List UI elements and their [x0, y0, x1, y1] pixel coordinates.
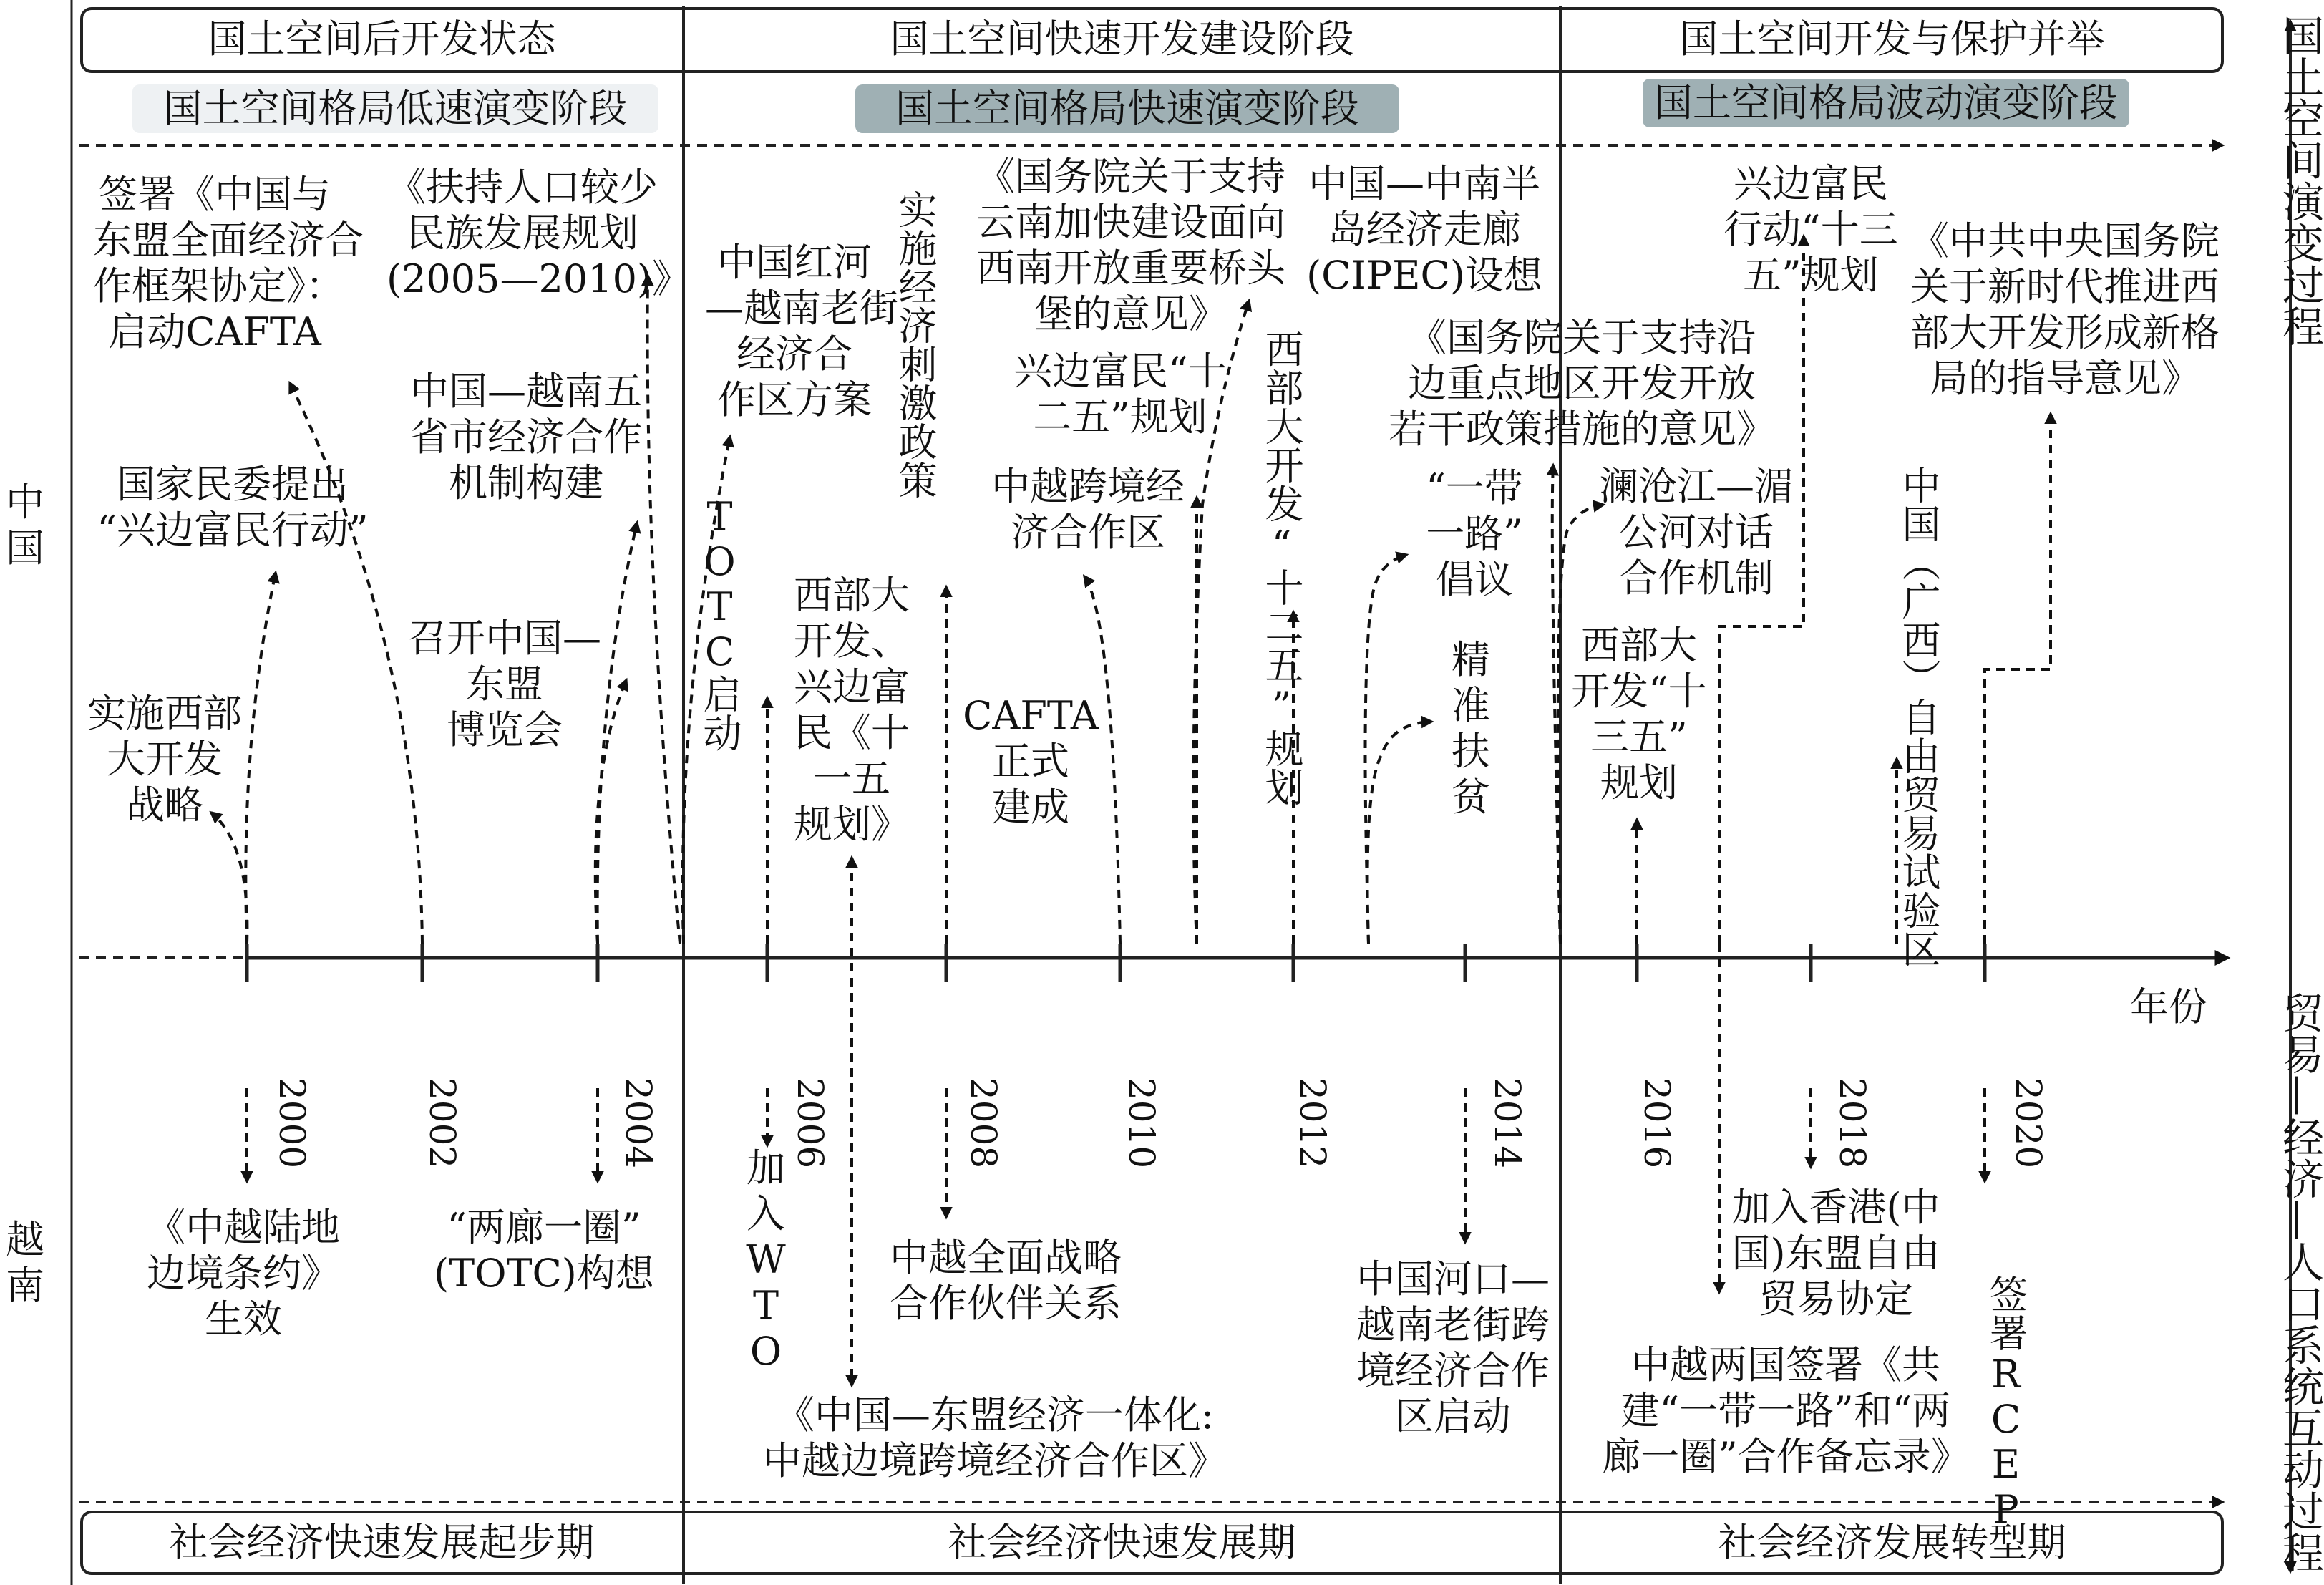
event-bri-mou: 中越两国签署《共 建“一带一路”和“两 廊一圈”合作备忘录》	[1602, 1342, 1970, 1479]
event-stimulus: 实施经济刺激政策	[893, 190, 938, 499]
event-yunnan-opinion: 《国务院关于支持 云南加快建设面向 西南开放重要桥头 堡的意见》	[976, 154, 1285, 336]
stage-rapid: 国土空间格局快速演变阶段	[855, 84, 1399, 133]
year-label-2010: 2010	[1121, 1077, 1162, 1169]
event-rcep: 签署RCEP	[1983, 1274, 2028, 1532]
event-xingbian-12th-plan: 兴边富民“十 二五”规划	[1013, 349, 1227, 440]
event-expo: 召开中国— 东盟 博览会	[408, 616, 601, 752]
year-label-2002: 2002	[422, 1077, 463, 1169]
year-label-2012: 2012	[1292, 1077, 1333, 1169]
event-cafta-agreement: 签署《中国与 东盟全面经济合 作框架协定》： 启动CAFTA	[93, 172, 364, 354]
event-lancang-mekong: 澜沧江—湄 公河对话 合作机制	[1600, 464, 1793, 601]
event-totc-concept: “两廊一圈” (TOTC)构想	[434, 1205, 654, 1296]
x-axis-label: 年份	[2130, 984, 2207, 1029]
stage-fluctuating: 国土空间格局波动演变阶段	[1643, 79, 2129, 127]
year-label-2000: 2000	[271, 1077, 313, 1169]
year-ticks	[247, 944, 1985, 982]
event-hk-asean-fta: 加入香港(中 国)东盟自由 贸易协定	[1731, 1185, 1940, 1322]
period-bottom-3: 社会经济发展转型期	[1718, 1520, 2066, 1565]
event-cipec: 中国—中南半 岛经济走廊 (CIPEC)设想	[1306, 161, 1542, 298]
year-label-2006: 2006	[789, 1077, 831, 1169]
event-west-development: 实施西部 大开发 战略	[87, 691, 242, 828]
event-xingbian-proposal: 国家民委提出 “兴边富民行动”	[97, 462, 369, 553]
event-belt-and-road: “一带 一路” 倡议	[1426, 465, 1523, 602]
period-top-2: 国土空间快速开发建设阶段	[890, 16, 1354, 62]
axis-label-system-interaction: 贸易—经济—人口系统互动过程	[2275, 992, 2324, 1573]
period-top-3: 国土空间开发与保护并举	[1679, 16, 2105, 62]
event-west-new-era-opinion: 《中共中央国务院 关于新时代推进西 部大开发形成新格 局的指导意见》	[1910, 218, 2220, 401]
year-label-2004: 2004	[618, 1077, 659, 1169]
event-strategic-partnership: 中越全面战略 合作伙伴关系	[890, 1235, 1122, 1326]
event-west-11th-plan: 西部大 开发、 兴边富 民《十 一五 规划》	[794, 573, 910, 847]
event-five-provinces: 中国—越南五 省市经济合作 机制构建	[410, 369, 642, 505]
event-cafta-built: CAFTA 正式 建成	[963, 693, 1099, 830]
event-west-12th-plan: 西部大开发“十二五”规划	[1259, 329, 1304, 806]
year-label-2014: 2014	[1487, 1077, 1528, 1169]
event-guangxi-ftz: 中国（广西）自由贸易试验区	[1896, 465, 1941, 968]
event-asean-integration: 《中国—东盟经济一体化: 中越边境跨境经济合作区》	[763, 1392, 1227, 1483]
period-bottom-1: 社会经济快速发展起步期	[169, 1520, 595, 1565]
period-bottom-2: 社会经济快速发展期	[948, 1520, 1296, 1565]
stage-low-speed: 国土空间格局低速演变阶段	[132, 84, 658, 133]
event-west-13th-plan: 西部大 开发“十 三五” 规划	[1571, 623, 1707, 805]
year-label-2008: 2008	[963, 1077, 1004, 1169]
axis-label-spatial-evolution: 国土空间演变过程	[2275, 14, 2324, 346]
event-ethnic-plan: 《扶持人口较少 民族发展规划 (2005—2010)》	[386, 165, 691, 301]
event-border-opinion: 《国务院关于支持沿 边重点地区开发开放 若干政策措施的意见》	[1389, 315, 1775, 452]
event-totc-start: TOTC启动	[697, 494, 742, 752]
year-label-2018: 2018	[1832, 1077, 1873, 1169]
period-top-1: 国土空间后开发状态	[208, 16, 556, 62]
country-label-vietnam: 越 南	[6, 1217, 44, 1308]
year-label-2016: 2016	[1636, 1077, 1678, 1169]
event-hekou-plan: 中国红河 —越南老街 经济合 作区方案	[705, 240, 898, 422]
event-join-wto: 加 入 W T O	[746, 1145, 786, 1374]
event-cross-border-zone: 中越跨境经 济合作区	[991, 464, 1185, 555]
year-label-2020: 2020	[2008, 1077, 2049, 1169]
country-label-china: 中 国	[6, 480, 44, 571]
event-poverty-alleviation: 精 准 扶 贫	[1452, 637, 1490, 820]
event-xingbian-13th-plan: 兴边富民 行动“十三 五”规划	[1723, 161, 1898, 298]
event-land-border-treaty: 《中越陆地 边境条约》 生效	[147, 1205, 340, 1342]
event-hekou-laocai-launch: 中国河口— 越南老街跨 境经济合作 区启动	[1356, 1256, 1550, 1439]
